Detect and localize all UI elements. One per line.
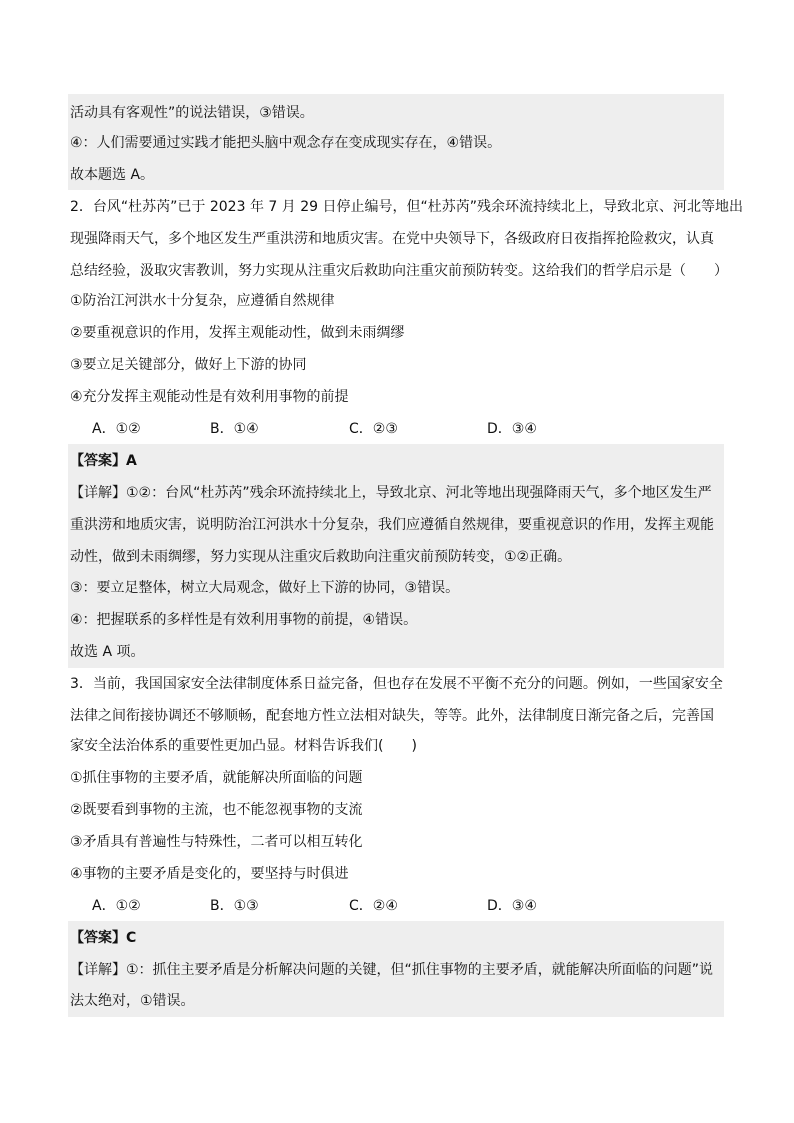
q3-option-a: A．①② bbox=[92, 898, 141, 914]
q3-detail-line-1: 【详解】①：抓住主要矛盾是分析解决问题的关键，但“抓住事物的主要矛盾，就能解决所面临的问题”说 bbox=[70, 962, 714, 978]
q3-statement-4: ④事物的主要矛盾是变化的，要坚持与时俱进 bbox=[70, 866, 349, 882]
q2-statement-1: ①防治江河洪水十分复杂，应遵循自然规律 bbox=[70, 293, 335, 309]
q2-conclusion: 故选 A 项。 bbox=[70, 644, 145, 660]
q3-statement-3: ③矛盾具有普遍性与特殊性，二者可以相互转化 bbox=[70, 834, 363, 850]
q3-option-b: B．①③ bbox=[210, 898, 259, 914]
q3-option-c: C．②④ bbox=[349, 898, 398, 914]
q2-stem-line-2: 现强降雨天气，多个地区发生严重洪涝和地质灾害。在党中央领导下，各级政府日夜指挥抢险救灾，认真 bbox=[70, 231, 714, 247]
q2-option-a: A．①② bbox=[92, 421, 141, 437]
q2-detail-line-1: 【详解】①②：台风“杜苏芮”残余环流持续北上，导致北京、河北等地出现强降雨天气，多个地区发生严 bbox=[70, 485, 712, 501]
q3-stem-line-1: 3．当前，我国国家安全法律制度体系日益完备，但也存在发展不平衡不充分的问题。例如，一些国家安全 bbox=[70, 676, 723, 692]
q2-detail-line-2: 重洪涝和地质灾害，说明防治江河洪水十分复杂，我们应遵循自然规律，要重视意识的作用，发挥主观能 bbox=[70, 517, 714, 533]
q3-detail-line-2: 法太绝对，①错误。 bbox=[70, 993, 195, 1009]
q1-conclusion: 故本题选 A。 bbox=[70, 167, 155, 183]
q3-option-d: D．③④ bbox=[487, 898, 537, 914]
q2-statement-4: ④充分发挥主观能动性是有效利用事物的前提 bbox=[70, 389, 349, 405]
q2-detail-line-3: 动性，做到未雨绸缪，努力实现从注重灾后救助向注重灾前预防转变，①②正确。 bbox=[70, 549, 572, 565]
q3-statement-1: ①抓住事物的主要矛盾，就能解决所面临的问题 bbox=[70, 770, 363, 786]
q2-stem-line-3: 总结经验，汲取灾害教训，努力实现从注重灾后救助向注重灾前预防转变。这给我们的哲学启示是（ ） bbox=[70, 263, 728, 279]
q1-explanation-line-2: ④：人们需要通过实践才能把头脑中观念存在变成现实存在，④错误。 bbox=[70, 135, 502, 151]
q2-detail-line-5: ④：把握联系的多样性是有效利用事物的前提，④错误。 bbox=[70, 612, 418, 628]
q3-stem-line-3: 家安全法治体系的重要性更加凸显。材料告诉我们( ) bbox=[70, 738, 417, 754]
q2-detail-line-4: ③：要立足整体，树立大局观念，做好上下游的协同，③错误。 bbox=[70, 580, 460, 596]
q2-statement-3: ③要立足关键部分，做好上下游的协同 bbox=[70, 357, 307, 373]
q1-explanation-line-1: 活动具有客观性”的说法错误，③错误。 bbox=[70, 105, 314, 121]
q2-statement-2: ②要重视意识的作用，发挥主观能动性，做到未雨绸缪 bbox=[70, 325, 405, 341]
q2-option-b: B．①④ bbox=[210, 421, 259, 437]
q2-answer: 【答案】A bbox=[70, 453, 137, 469]
q3-stem-line-2: 法律之间衔接协调还不够顺畅，配套地方性立法相对缺失，等等。此外，法律制度日渐完备之后，完善国 bbox=[70, 708, 714, 724]
q3-statement-2: ②既要看到事物的主流，也不能忽视事物的支流 bbox=[70, 802, 363, 818]
q2-stem-line-1: 2．台风“杜苏芮”已于 2023 年 7 月 29 日停止编号，但“杜苏芮”残余环流持续北上，导致北京、河北等地出 bbox=[70, 199, 743, 215]
q2-option-d: D．③④ bbox=[487, 421, 537, 437]
q3-answer: 【答案】C bbox=[70, 930, 137, 946]
q2-option-c: C．②③ bbox=[349, 421, 398, 437]
